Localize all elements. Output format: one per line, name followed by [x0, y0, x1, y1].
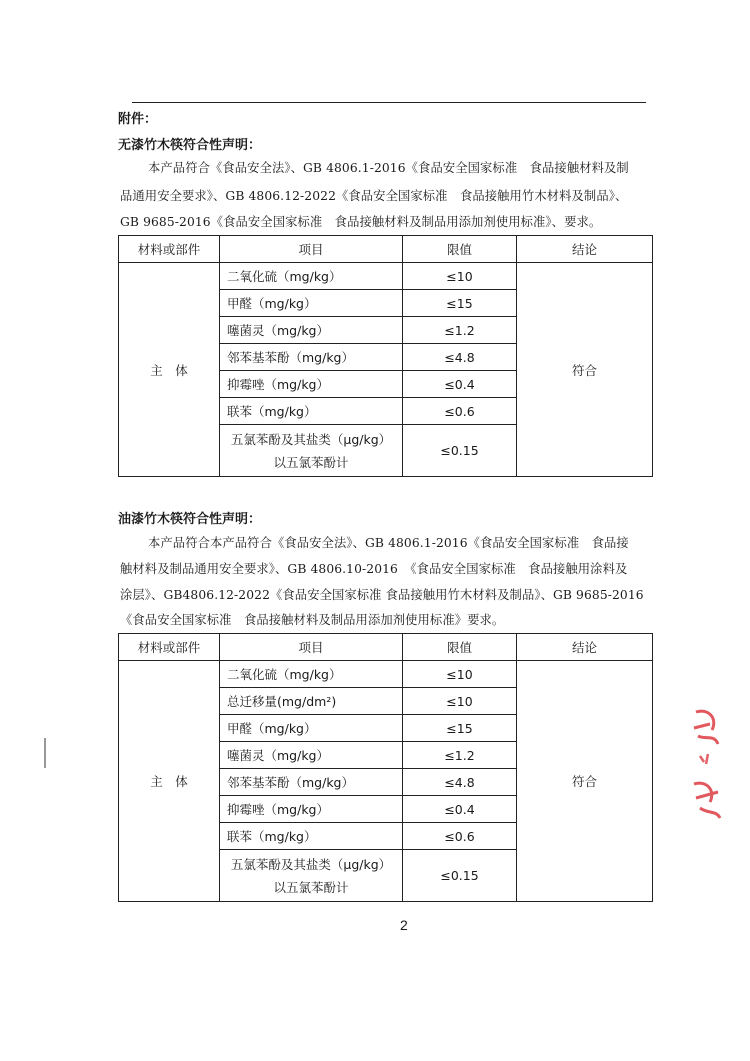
- limit-cell: ≤15: [403, 715, 517, 742]
- limit-cell: ≤0.4: [403, 371, 517, 398]
- item-cell: 邻苯基苯酚（mg/kg）: [220, 769, 403, 796]
- section2-line-2: 触材料及制品通用安全要求》、GB 4806.10-2016 《食品安全国家标准 食品接触用涂料及: [120, 562, 628, 576]
- item-cell: 二氧化硫（mg/kg）: [220, 661, 403, 688]
- item-cell: 抑霉唑（mg/kg）: [220, 371, 403, 398]
- header-part: 材料或部件: [119, 634, 220, 661]
- header-rule: [132, 102, 646, 103]
- section2-title: 油漆竹木筷符合性声明：: [118, 512, 262, 527]
- part-cell: 主 体: [119, 263, 220, 477]
- item-cell: 噻菌灵（mg/kg）: [220, 742, 403, 769]
- limit-cell: ≤1.2: [403, 317, 517, 344]
- scan-margin-mark: [44, 738, 46, 768]
- limit-cell: ≤4.8: [403, 769, 517, 796]
- limit-cell: ≤10: [403, 263, 517, 290]
- item-cell: 联苯（mg/kg）: [220, 823, 403, 850]
- conclusion-cell: 符合: [517, 263, 653, 477]
- item-line-1: 五氯苯酚及其盐类（μg/kg）: [230, 431, 392, 447]
- header-limit: 限值: [403, 634, 517, 661]
- limit-cell: ≤0.15: [403, 425, 517, 477]
- header-item: 项目: [220, 236, 403, 263]
- header-conclusion: 结论: [517, 634, 653, 661]
- part-cell: 主 体: [119, 661, 220, 902]
- limit-cell: ≤15: [403, 290, 517, 317]
- item-line-2: 以五氯苯酚计: [273, 879, 349, 895]
- section1-line-2: 品通用安全要求》、GB 4806.12-2022《食品安全国家标准 食品接触用竹木材料及制品》、: [120, 189, 628, 203]
- limit-cell: ≤4.8: [403, 344, 517, 371]
- limit-cell: ≤0.6: [403, 823, 517, 850]
- item-line-1: 五氯苯酚及其盐类（μg/kg）: [230, 856, 392, 872]
- limit-cell: ≤10: [403, 661, 517, 688]
- red-seal-stamp-fragment: [688, 700, 728, 830]
- item-line-2: 以五氯苯酚计: [273, 454, 349, 470]
- item-cell: 抑霉唑（mg/kg）: [220, 796, 403, 823]
- header-limit: 限值: [403, 236, 517, 263]
- section2-line-1: 本产品符合本产品符合《食品安全法》、GB 4806.1-2016《食品安全国家标准 食品接: [148, 536, 629, 550]
- item-cell: 总迁移量(mg/dm²): [220, 688, 403, 715]
- attachment-label: 附件：: [118, 112, 158, 127]
- section1-title: 无漆竹木筷符合性声明：: [118, 138, 262, 153]
- item-cell: 联苯（mg/kg）: [220, 398, 403, 425]
- header-item: 项目: [220, 634, 403, 661]
- header-part: 材料或部件: [119, 236, 220, 263]
- section2-table: [118, 633, 653, 902]
- header-conclusion: 结论: [517, 236, 653, 263]
- item-cell: 甲醛（mg/kg）: [220, 290, 403, 317]
- item-cell: 噻菌灵（mg/kg）: [220, 317, 403, 344]
- item-cell: 甲醛（mg/kg）: [220, 715, 403, 742]
- limit-cell: ≤0.4: [403, 796, 517, 823]
- item-cell: 二氧化硫（mg/kg）: [220, 263, 403, 290]
- item-cell: [220, 850, 403, 902]
- limit-cell: ≤1.2: [403, 742, 517, 769]
- section1-line-3: GB 9685-2016《食品安全国家标准 食品接触材料及制品用添加剂使用标准》、要求。: [120, 215, 602, 229]
- item-cell: [220, 425, 403, 477]
- page-number: 2: [400, 917, 408, 933]
- limit-cell: ≤0.15: [403, 850, 517, 902]
- section1-table: [118, 235, 653, 477]
- section2-line-4: 《食品安全国家标准 食品接触材料及制品用添加剂使用标准》要求。: [120, 613, 505, 627]
- section1-line-1: 本产品符合《食品安全法》、GB 4806.1-2016《食品安全国家标准 食品接触材料及制: [148, 161, 629, 175]
- limit-cell: ≤0.6: [403, 398, 517, 425]
- item-cell: 邻苯基苯酚（mg/kg）: [220, 344, 403, 371]
- conclusion-cell: 符合: [517, 661, 653, 902]
- limit-cell: ≤10: [403, 688, 517, 715]
- section2-line-3: 涂层》、GB4806.12-2022《食品安全国家标准 食品接触用竹木材料及制品》、GB 9685-2016: [120, 588, 644, 602]
